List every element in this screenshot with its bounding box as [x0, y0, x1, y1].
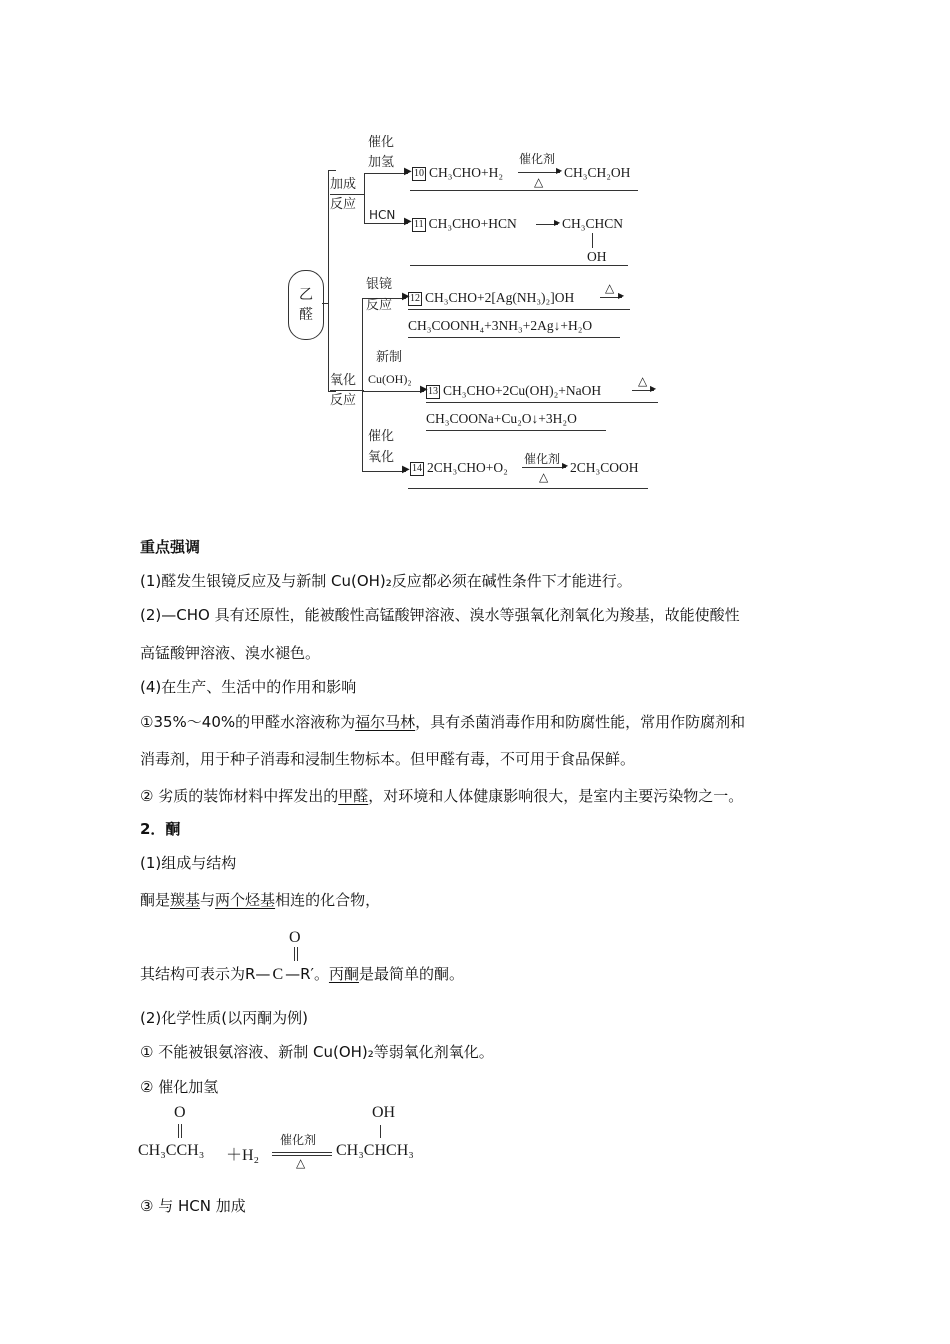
- acetaldehyde-oval: [288, 270, 324, 340]
- paragraph: [140, 712, 745, 732]
- paragraph: (4)在生产、生活中的作用和影响: [140, 678, 357, 696]
- branch-line: [362, 471, 406, 472]
- arrow-head: ▶: [618, 291, 625, 300]
- paragraph: (2)化学性质(以丙酮为例): [140, 1009, 308, 1027]
- arrow-head: ▶: [556, 166, 563, 175]
- eq-catalyst: 催化剂: [280, 1133, 317, 1147]
- heat-symbol: △: [534, 175, 544, 189]
- eq-product: CH₃CHCH₃: [336, 1142, 414, 1159]
- branch-line: [364, 173, 408, 174]
- underlined-term: 两个烃基: [215, 891, 276, 909]
- reaction-right: CH₃COONH₄+3NH₃+2Ag↓+H₂O: [408, 318, 593, 333]
- branch-underline: [330, 390, 364, 391]
- branch-line: [364, 173, 365, 223]
- branch-add-label-1: 加成: [330, 177, 357, 192]
- eq-hydroxyl: OH: [372, 1104, 396, 1121]
- reaction-left: CH₃CHO+2[Ag(NH₃)₂]OH: [425, 290, 575, 305]
- double-bond-line: [297, 947, 298, 961]
- text-span: ② 劣质的装饰材料中挥发出的: [140, 787, 339, 805]
- sub-cat-1: 催化: [368, 429, 395, 444]
- eq-arrow-line: [272, 1152, 332, 1153]
- paragraph: 消毒剂，用于种子消毒和浸制生物标本。但甲醛有毒，不可用于食品保鲜。: [140, 750, 636, 768]
- reaction-number: 14: [412, 463, 422, 474]
- text-span: ，对环境和人体健康影响很大，是室内主要污染物之一。: [368, 787, 744, 805]
- text-span: 酮是: [140, 891, 171, 909]
- reaction-right: CH₃CH₂OH: [564, 165, 631, 180]
- structure-carbon: C: [272, 966, 284, 983]
- bond-line: [380, 1125, 381, 1138]
- eq-oxygen: O: [174, 1104, 186, 1121]
- sub-hydro-2: 加氢: [368, 155, 395, 170]
- reaction-12: [408, 290, 574, 306]
- eq-reactant: CH₃CCH₃: [138, 1142, 205, 1159]
- underlined-term: 丙酮: [328, 965, 359, 983]
- double-bond-line: [178, 1124, 179, 1138]
- arrow-head: ▶: [554, 218, 561, 227]
- paragraph: ① 不能被银氨溶液、新制 Cu(OH)₂等弱氧化剂氧化。: [140, 1043, 494, 1061]
- text-span: ①35%～40%的甲醛水溶液称为: [140, 713, 356, 731]
- center-label: 乙 醛: [299, 287, 313, 323]
- branch-line: [362, 391, 424, 392]
- underlined-term: 甲醛: [338, 787, 369, 805]
- sub-hydro-1: 催化: [368, 135, 395, 150]
- reaction-left: 2CH₃CHO+O₂: [427, 460, 508, 475]
- answer-line: [426, 430, 606, 431]
- reaction-left: CH₃CHO+2Cu(OH)₂+NaOH: [443, 383, 602, 398]
- branch-ox-label-1: 氧化: [330, 373, 357, 388]
- arrow-head: ▶: [402, 291, 410, 302]
- text-span: ，具有杀菌消毒作用和防腐性能，常用作防腐剂和: [415, 713, 746, 731]
- branch-underline: [330, 194, 364, 195]
- heat-symbol: △: [638, 374, 648, 388]
- double-bond-line: [181, 1124, 182, 1138]
- arrow-head: ▶: [420, 384, 428, 395]
- trunk-line: [328, 170, 329, 392]
- reaction-arrow: [518, 172, 560, 173]
- paragraph: (1)组成与结构: [140, 854, 237, 872]
- reaction-11: [412, 216, 517, 232]
- catalyst-label: 催化剂: [524, 452, 561, 466]
- text-span: 与: [200, 891, 216, 909]
- reaction-right: CH₃COONa+Cu₂O↓+3H₂O: [426, 411, 577, 426]
- reaction-right: CH₃CHCN: [562, 216, 623, 231]
- paragraph: 高锰酸钾溶液、溴水褪色。: [140, 644, 321, 662]
- arrow-head: ▶: [404, 216, 412, 227]
- reaction-13: [426, 383, 601, 399]
- double-bond-line: [294, 947, 295, 961]
- sub-hcn: HCN: [369, 208, 396, 222]
- arrow-head: ▶: [402, 464, 410, 475]
- eq-plus-h2: ＋H₂: [226, 1147, 260, 1164]
- answer-line: [426, 402, 658, 403]
- branch-line: [362, 298, 363, 472]
- answer-line: [410, 190, 638, 191]
- text-span: 是最简单的酮。: [358, 965, 464, 983]
- reaction-number: 13: [428, 386, 438, 397]
- heat-symbol: △: [539, 470, 549, 484]
- text-span: 相连的化合物，: [275, 891, 381, 909]
- paragraph: ② 催化加氢: [140, 1078, 219, 1096]
- reaction-14: [410, 460, 508, 476]
- paragraph: (1)醛发生银镜反应及与新制 Cu(OH)₂反应都必须在碱性条件下才能进行。: [140, 572, 632, 590]
- answer-line: [408, 337, 620, 338]
- hydroxyl: OH: [587, 249, 607, 264]
- key-points-heading: 重点强调: [140, 538, 201, 556]
- reaction-10: [412, 165, 503, 181]
- branch-add-label-2: 反应: [330, 197, 357, 212]
- section-heading: 2．酮: [140, 820, 181, 838]
- sub-silver-2: 反应: [366, 298, 393, 313]
- paragraph: ③ 与 HCN 加成: [140, 1197, 246, 1215]
- answer-line: [410, 265, 628, 266]
- paragraph: (2)—CHO 具有还原性，能被酸性高锰酸钾溶液、溴水等强氧化剂氧化为羧基，故能使酸性: [140, 606, 740, 624]
- heat-symbol: △: [605, 281, 615, 295]
- sub-cu-1: 新制: [376, 350, 403, 365]
- reaction-number: 12: [410, 293, 420, 304]
- catalyst-label: 催化剂: [519, 152, 556, 166]
- text-span: —R′。: [285, 965, 329, 983]
- structure-oxygen: O: [289, 929, 301, 946]
- reaction-left: CH₃CHO+HCN: [428, 216, 517, 231]
- reaction-right: 2CH₃COOH: [570, 460, 639, 475]
- reaction-left: CH₃CHO+H₂: [429, 165, 504, 180]
- answer-line: [408, 309, 630, 310]
- arrow-head: ▶: [650, 384, 657, 393]
- reaction-arrow: [522, 467, 566, 468]
- paragraph: [140, 964, 464, 985]
- bond-line: [592, 233, 593, 248]
- eq-heat: △: [296, 1156, 306, 1170]
- sub-silver-1: 银镜: [366, 277, 393, 292]
- connector-line: [328, 170, 336, 171]
- underlined-term: 福尔马林: [355, 713, 416, 731]
- sub-cat-2: 氧化: [368, 450, 395, 465]
- branch-ox-label-2: 反应: [330, 393, 357, 408]
- reaction-number: 10: [414, 168, 424, 179]
- paragraph: [140, 786, 743, 806]
- underlined-term: 羰基: [170, 891, 201, 909]
- arrow-head: ▶: [562, 461, 569, 470]
- text-span: 其结构可表示为R—: [140, 965, 271, 983]
- reaction-number: 11: [414, 219, 424, 230]
- answer-line: [408, 488, 648, 489]
- arrow-head: ▶: [404, 166, 412, 177]
- sub-cu-2: Cu(OH)₂: [368, 372, 412, 386]
- paragraph: [140, 890, 380, 910]
